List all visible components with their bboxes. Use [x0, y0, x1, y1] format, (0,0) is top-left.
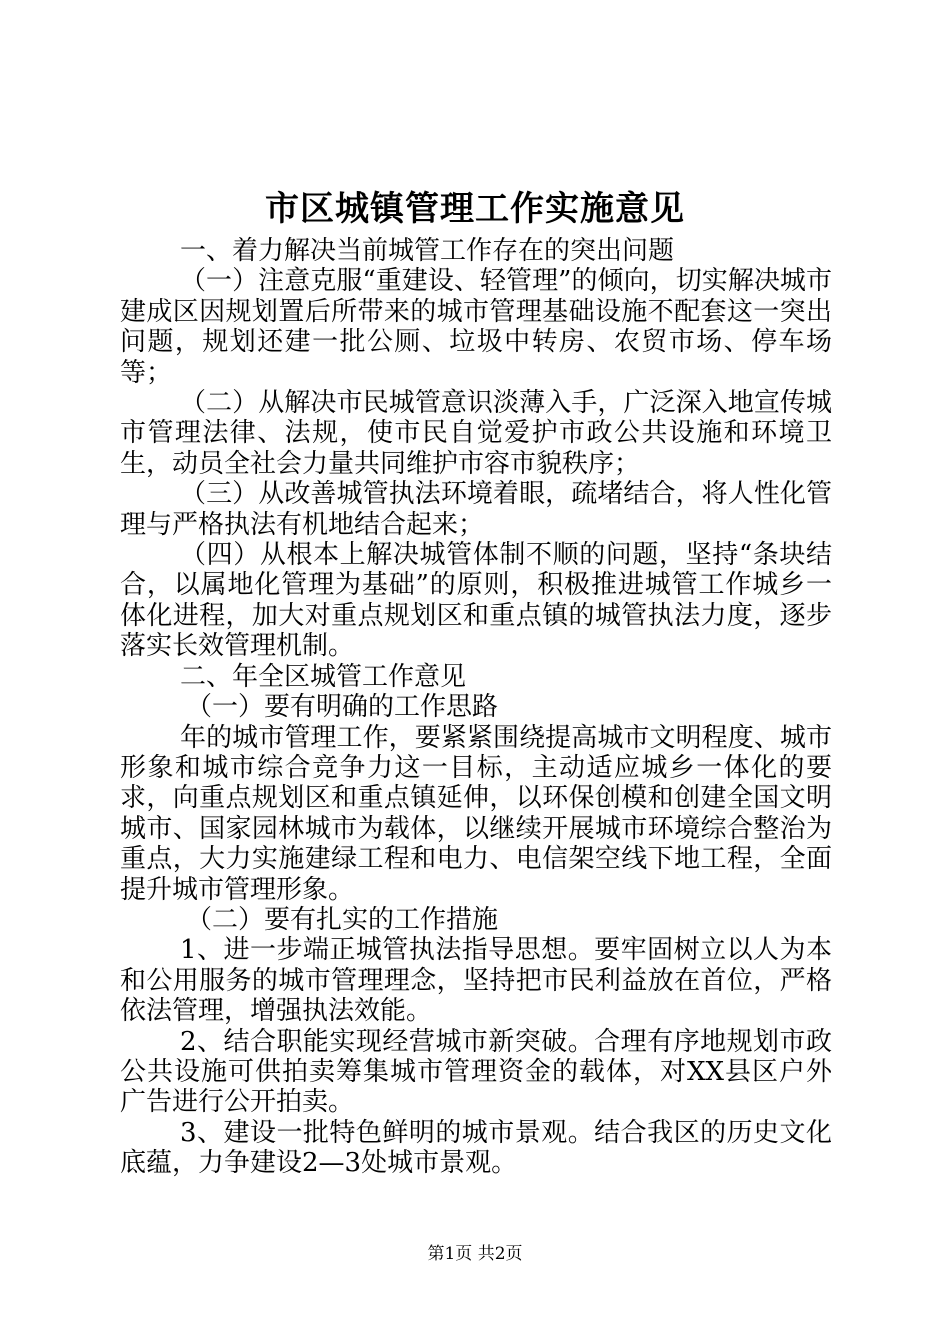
paragraph-item-1: （一）注意克服“重建设、轻管理”的倾向，切实解决城市建成区因规划置后所带来的城市管理基础设施不配套这一突出问题，规划还建一批公厕、垃圾中转房、农贸市场、停车场等； [120, 266, 832, 388]
document-body [120, 236, 832, 1179]
paragraph-work-approach: 年的城市管理工作，要紧紧围绕提高城市文明程度、城市形象和城市综合竞争力这一目标，主动适应城乡一体化的要求，向重点规划区和重点镇延伸，以环保创模和创建全国文明城市、国家园林城市为载体，以继续开展城市环境综合整治为重点，大力实施建绿工程和电力、电信架空线下地工程，全面提升城市管理形象。 [120, 722, 832, 905]
paragraph-item-4: （四）从根本上解决城管体制不顺的问题，坚持“条块结合，以属地化管理为基础”的原则，积极推进城管工作城乡一体化进程，加大对重点规划区和重点镇的城管执法力度，逐步落实长效管理机制。 [120, 540, 832, 662]
sub-heading-work-measures: （二）要有扎实的工作措施 [186, 904, 499, 935]
paragraph-item-3: （三）从改善城管执法环境着眼，疏堵结合，将人性化管理与严格执法有机地结合起来； [120, 479, 832, 540]
paragraph-measure-3: 3、建设一批特色鲜明的城市景观。结合我区的历史文化底蕴，力争建设2—3处城市景观。 [120, 1117, 832, 1179]
page-number-footer: 第1页 共2页 [427, 1244, 523, 1264]
paragraph-measure-1: 1、进一步端正城管执法指导思想。要牢固树立以人为本和公用服务的城市管理理念，坚持把市民利益放在首位，严格依法管理，增强执法效能。 [120, 935, 832, 1027]
section-heading-2: 二、年全区城管工作意见 [180, 661, 467, 692]
paragraph-item-2: （二）从解决市民城管意识淡薄入手，广泛深入地宣传城市管理法律、法规，使市民自觉爱护市政公共设施和环境卫生，动员全社会力量共同维护市容市貌秩序； [120, 388, 832, 479]
sub-heading-work-approach: （一）要有明确的工作思路 [186, 692, 499, 723]
document-title: 市区城镇管理工作实施意见 [265, 189, 685, 229]
paragraph-measure-2: 2、结合职能实现经营城市新突破。合理有序地规划市政公共设施可供拍卖筹集城市管理资金的载体，对XX县区户外广告进行公开拍卖。 [120, 1026, 832, 1118]
section-heading-1: 一、着力解决当前城管工作存在的突出问题 [180, 236, 675, 266]
